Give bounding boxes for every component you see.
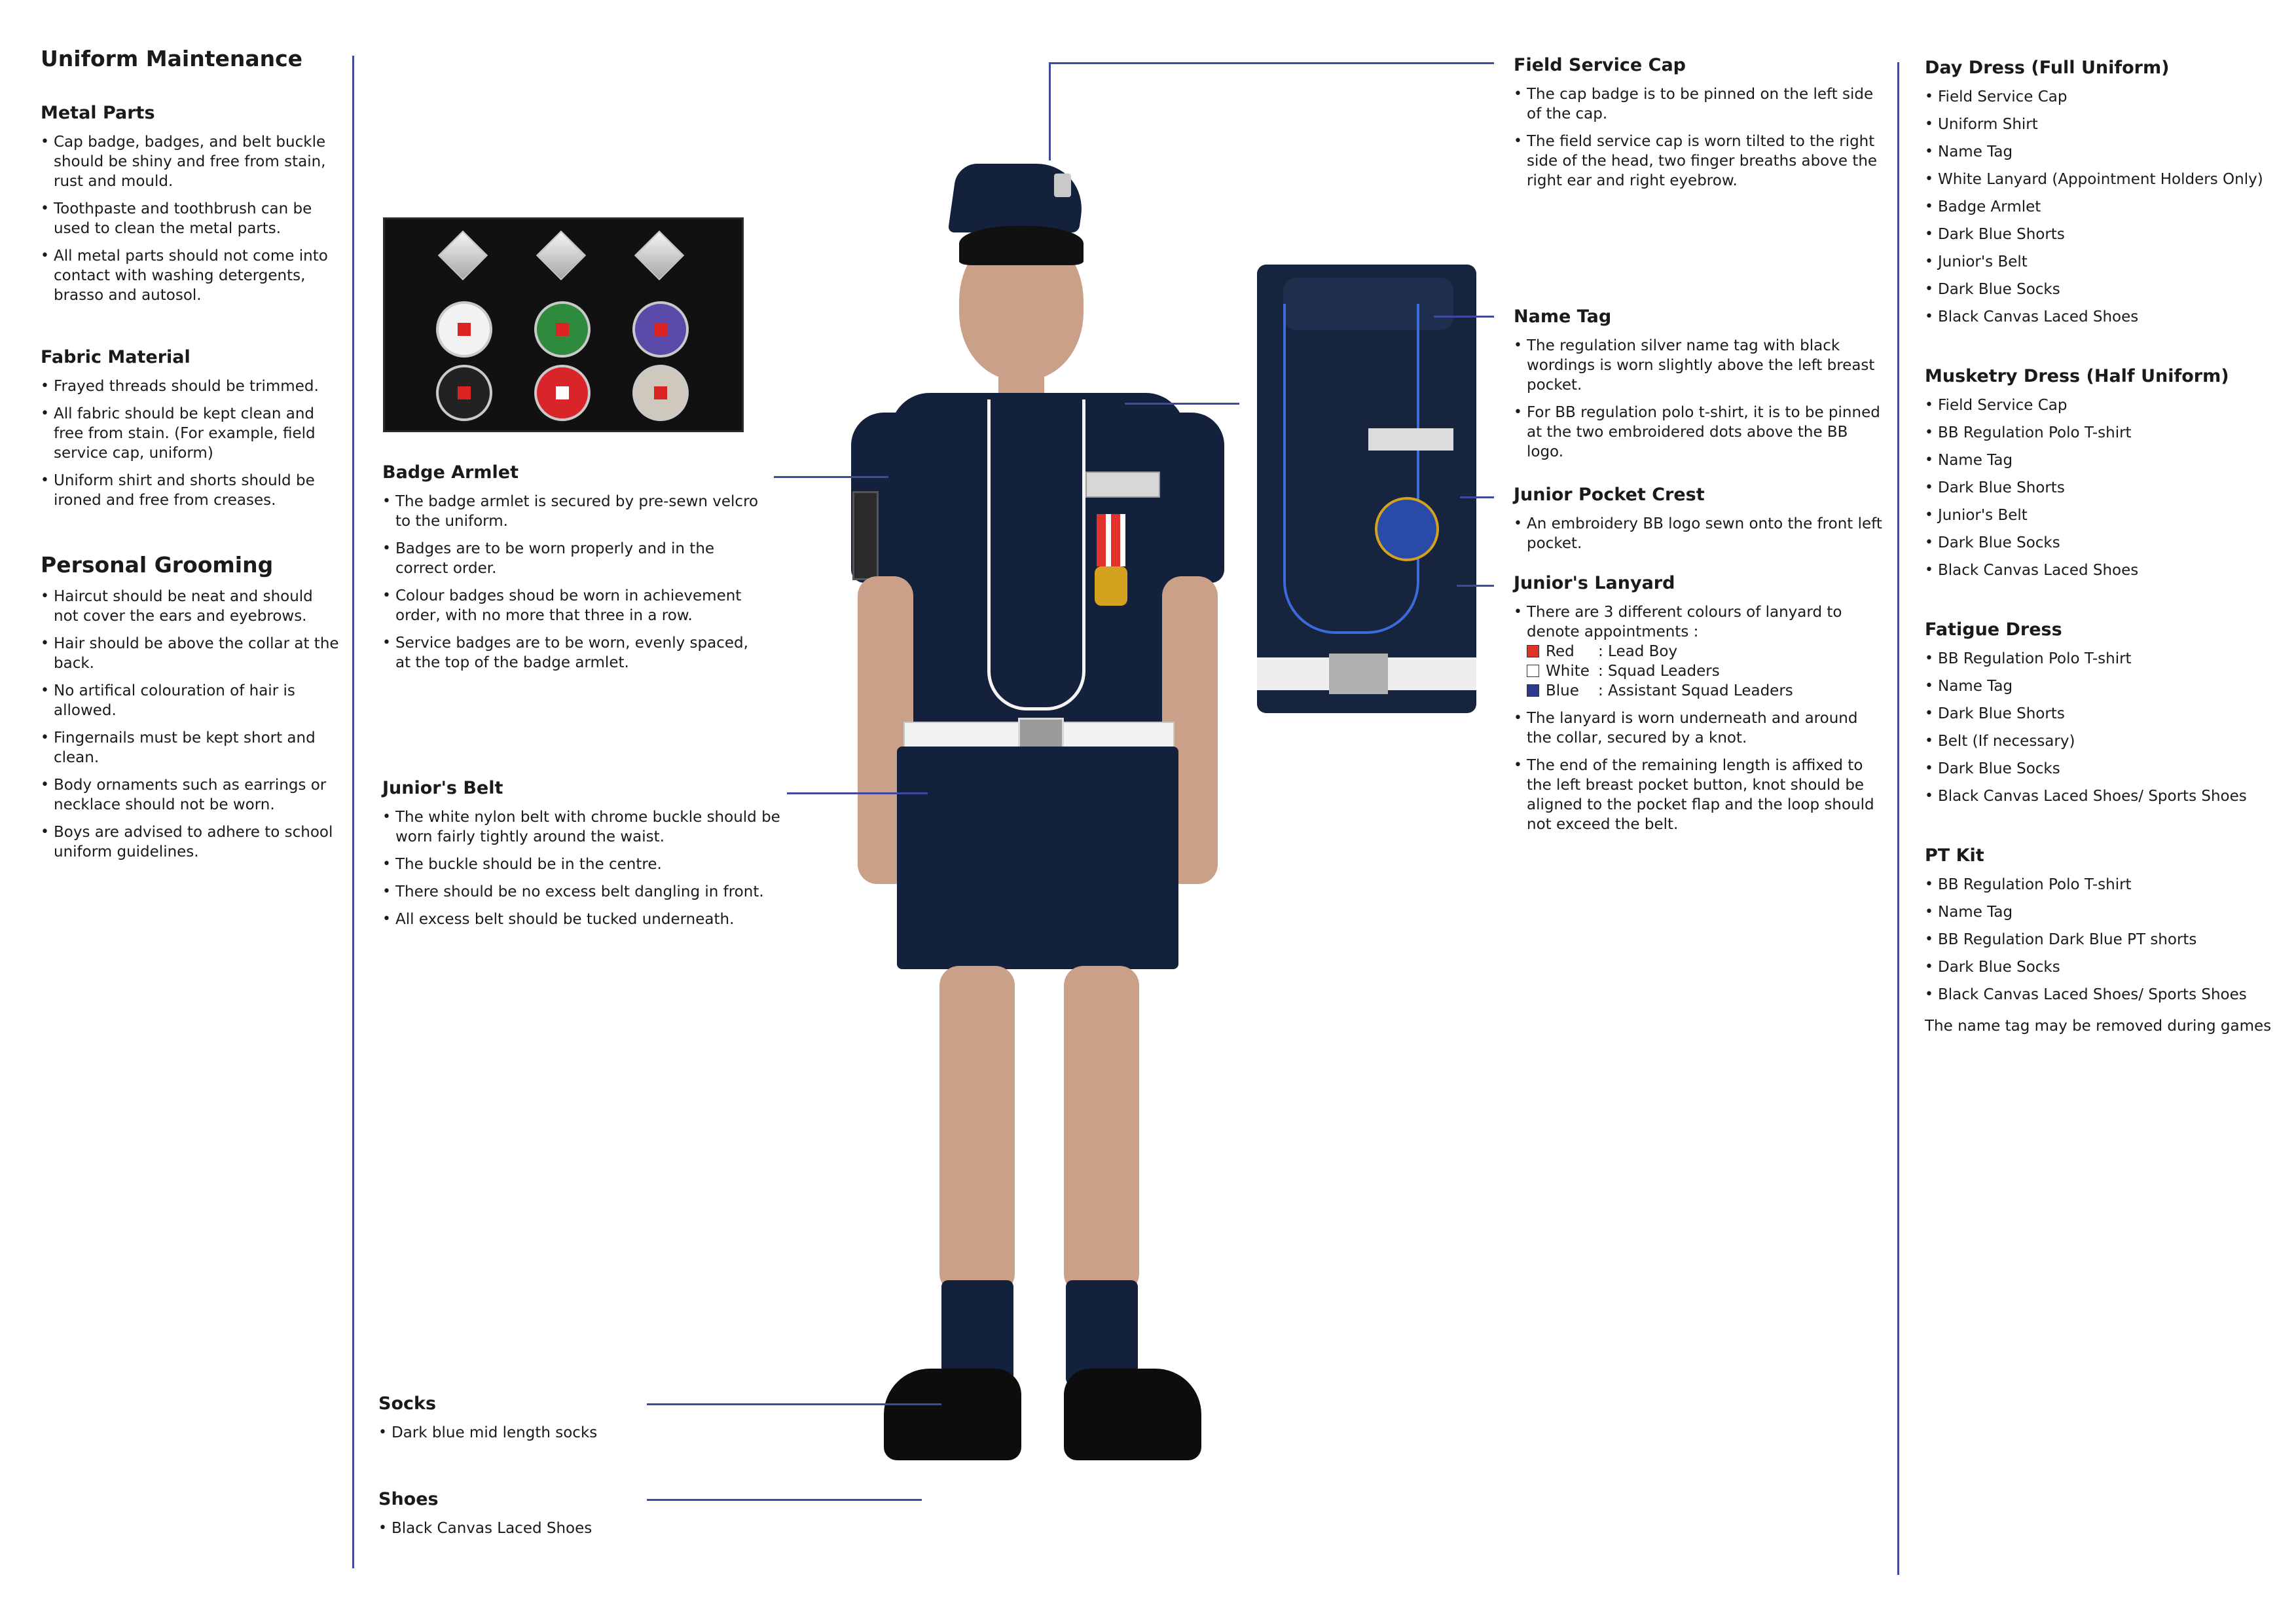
hair [959,226,1084,265]
badge-armlet-section [382,462,762,680]
list-item: • Dark Blue Socks [1925,957,2278,977]
service-badge-icon [634,231,684,280]
dress-column [1925,58,2278,1078]
list-item: • Field Service Cap [1925,396,2278,415]
list-item: • Fingernails must be kept short and clean. [41,728,342,767]
list-item: • Body ornaments such as earrings or necklace should not be worn. [41,775,342,815]
legend-white: White : Squad Leaders [1514,661,1887,681]
grooming-heading: Personal Grooming [41,552,274,578]
list-item: • All metal parts should not come into contact with washing detergents, brasso and autosol. [41,246,342,305]
list-item: • Name Tag [1925,451,2278,470]
list-item: • Uniform shirt and shorts should be ironed and free from creases. [41,471,342,510]
list-item: • Dark Blue Shorts [1925,478,2278,498]
list-item: • Dark Blue Shorts [1925,704,2278,724]
juniors-lanyard-heading: Junior's Lanyard [1514,573,1675,593]
musketry-dress-heading: Musketry Dress (Half Uniform) [1925,366,2229,386]
list-item: • Dark Blue Socks [1925,280,2278,299]
list-item: • Colour badges shoud be worn in achievement order, with no more that three in a row. [382,586,762,625]
list-item: • Service badges are to be worn, evenly spaced, at the top of the badge armlet. [382,633,762,673]
connector-cap [1049,62,1494,64]
list-item: • White Lanyard (Appointment Holders Only) [1925,170,2278,189]
list-item: • No artifical colouration of hair is allowed. [41,681,342,720]
colour-badge-icon [632,365,689,421]
list-item: • For BB regulation polo t-shirt, it is to be pinned at the two embroidered dots above the BB logo. [1514,403,1887,462]
fatigue-dress-heading: Fatigue Dress [1925,619,2062,640]
metal-parts-heading: Metal Parts [41,103,155,123]
list-item: • BB Regulation Dark Blue PT shorts [1925,930,2278,950]
connector-lanyard [1457,585,1494,587]
list-item: • An embroidery BB logo sewn onto the front left pocket. [1514,514,1887,553]
list-item: • Haircut should be neat and should not cover the ears and eyebrows. [41,587,342,626]
connector-belt [787,792,928,794]
junior-pocket-crest-section [1514,485,1887,561]
badges-photo [383,217,744,432]
pocket-crest-icon [1375,497,1439,561]
white-swatch-icon [1527,665,1539,677]
pt-kit-note: The name tag may be removed during games [1925,1018,2272,1035]
colour-badge-icon [534,365,591,421]
list-item: • All fabric should be kept clean and free from stain. (For example, field service cap, uniform) [41,404,342,463]
service-badge-icon [536,231,586,280]
connector-crest [1460,496,1494,498]
badge-armlet [852,491,879,580]
list-item: • Dark Blue Socks [1925,759,2278,779]
right-sleeve [1146,413,1224,583]
legend-blue: Blue : Assistant Squad Leaders [1514,681,1887,701]
maintenance-column [41,46,342,904]
name-tag-heading: Name Tag [1514,306,1612,327]
list-item: • Junior's Belt [1925,506,2278,525]
juniors-belt-heading: Junior's Belt [382,778,503,798]
socks-section [378,1393,653,1450]
cap-badge-icon [1054,174,1071,197]
left-leg [939,966,1015,1293]
day-dress-section [1925,58,2278,327]
shoes-heading: Shoes [378,1489,439,1509]
maintenance-title: Uniform Maintenance [41,46,303,71]
connector-shoes [647,1499,922,1501]
list-item: • Name Tag [1925,142,2278,162]
colour-badge-icon [632,301,689,358]
colour-badge-icon [436,301,492,358]
pt-kit-heading: PT Kit [1925,845,1984,866]
name-tag-section [1514,306,1887,470]
grooming-section [41,552,342,862]
juniors-lanyard-section [1514,573,1887,842]
service-badge-icon [438,231,488,280]
list-item: • The end of the remaining length is affixed to the left breast pocket button, knot should be aligned to the pocket flap and the loop should not exceed the belt. [1514,756,1887,834]
list-item: • The regulation silver name tag with black wordings is worn slightly above the left breast pocket. [1514,336,1887,395]
medal-icon [1095,566,1127,606]
list-item: • Cap badge, badges, and belt buckle should be shiny and free from stain, rust and mould. [41,132,342,191]
list-item: • The cap badge is to be pinned on the left side of the cap. [1514,84,1887,124]
list-item: • Dark Blue Shorts [1925,225,2278,244]
ribbon [1097,514,1125,566]
name-tag [1085,471,1160,498]
list-item: • The white nylon belt with chrome buckle should be worn fairly tightly around the waist. [382,807,788,847]
socks-heading: Socks [378,1393,437,1414]
divider-left [352,56,354,1568]
badge-armlet-heading: Badge Armlet [382,462,519,483]
list-item: • The field service cap is worn tilted to the right side of the head, two finger breaths above the right ear and right eyebrow. [1514,132,1887,191]
list-item: • Dark blue mid length socks [378,1423,653,1443]
list-item: • Name Tag [1925,902,2278,922]
day-dress-heading: Day Dress (Full Uniform) [1925,58,2170,78]
dark-blue-shorts [897,747,1178,969]
field-service-cap-section [1514,55,1887,198]
list-item: • The buckle should be in the centre. [382,855,788,874]
cadet-photo [838,151,1257,1572]
juniors-belt-section [382,778,788,937]
list-item: • There should be no excess belt dangling in front. [382,882,788,902]
list-item: • The lanyard is worn underneath and around the collar, secured by a knot. [1514,709,1887,748]
colour-badge-icon [534,301,591,358]
musketry-dress-section [1925,366,2278,580]
list-item: • Field Service Cap [1925,87,2278,107]
connector-socks [647,1403,941,1405]
list-item: • Toothpaste and toothbrush can be used to clean the metal parts. [41,199,342,238]
fabric-heading: Fabric Material [41,347,191,367]
list-item: • Black Canvas Laced Shoes/ Sports Shoes [1925,786,2278,806]
list-item: • All excess belt should be tucked underneath. [382,910,788,929]
metal-parts-section [41,103,342,305]
field-service-cap-heading: Field Service Cap [1514,55,1686,75]
right-shoe [1064,1369,1201,1460]
right-leg [1064,966,1139,1293]
list-item: • There are 3 different colours of lanyard to denote appointments : [1514,602,1887,642]
list-item: • Frayed threads should be trimmed. [41,377,342,396]
connector-nametag [1125,403,1239,405]
list-item: • Black Canvas Laced Shoes [1925,561,2278,580]
belt-buckle [1329,654,1388,694]
fatigue-dress-section [1925,619,2278,806]
legend-red: Red : Lead Boy [1514,642,1887,661]
divider-right [1897,62,1899,1575]
fabric-section [41,347,342,510]
list-item: • Badges are to be worn properly and in the correct order. [382,539,762,578]
list-item: • Hair should be above the collar at the back. [41,634,342,673]
list-item: • BB Regulation Polo T-shirt [1925,423,2278,443]
list-item: • Junior's Belt [1925,252,2278,272]
list-item: • Black Canvas Laced Shoes [378,1519,653,1538]
list-item: • Belt (If necessary) [1925,731,2278,751]
name-tag [1368,428,1453,451]
list-item: • Black Canvas Laced Shoes/ Sports Shoes [1925,985,2278,1005]
list-item: • The badge armlet is secured by pre-sewn velcro to the uniform. [382,492,762,531]
list-item: • Uniform Shirt [1925,115,2278,134]
list-item: • Black Canvas Laced Shoes [1925,307,2278,327]
colour-badge-icon [436,365,492,421]
junior-pocket-crest-heading: Junior Pocket Crest [1514,485,1705,505]
pt-kit-section [1925,845,2278,1036]
list-item: • Boys are advised to adhere to school uniform guidelines. [41,822,342,862]
red-swatch-icon [1527,645,1539,657]
folded-shirt-photo [1257,265,1476,713]
list-item: • Badge Armlet [1925,197,2278,217]
connector-nametag-right [1434,316,1494,318]
list-item: • Name Tag [1925,676,2278,696]
left-shoe [884,1369,1021,1460]
list-item: • Dark Blue Socks [1925,533,2278,553]
shoes-section [378,1489,653,1546]
lanyard [987,399,1085,710]
connector-cap-drop [1049,62,1051,160]
list-item: • BB Regulation Polo T-shirt [1925,875,2278,895]
blue-swatch-icon [1527,684,1539,697]
lanyard [1283,304,1419,634]
connector-armlet [774,476,888,478]
list-item: • BB Regulation Polo T-shirt [1925,649,2278,669]
